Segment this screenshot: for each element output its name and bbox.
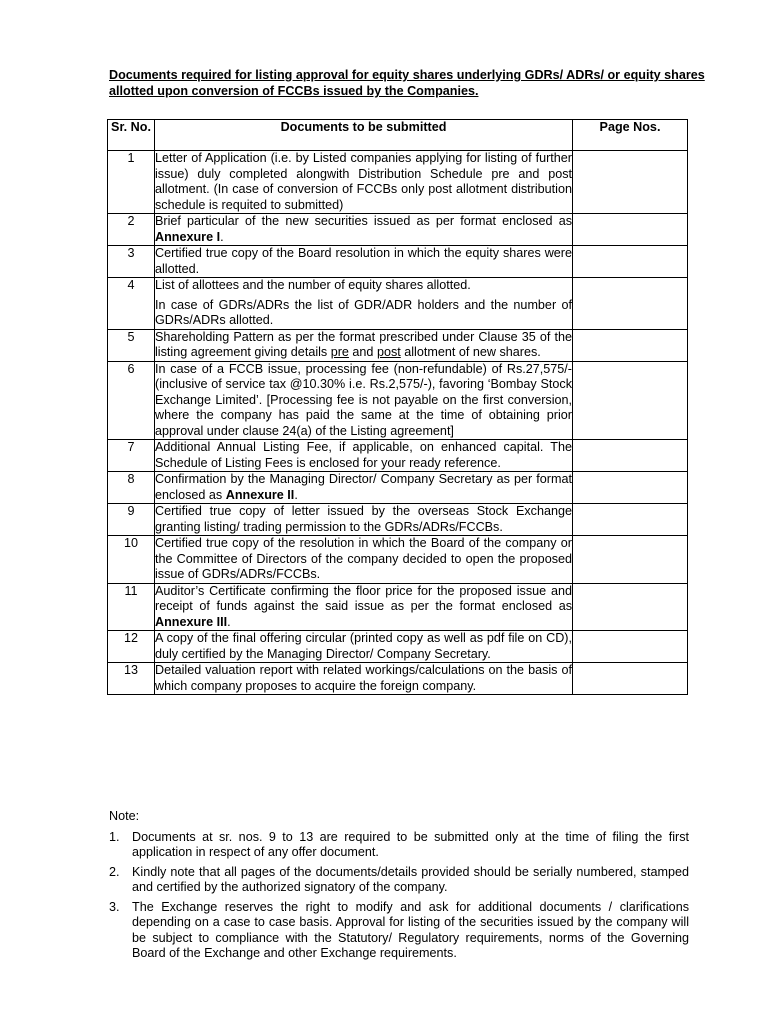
note-item [109,865,689,896]
document-description-cell [155,663,573,695]
document-description-cell [155,329,573,361]
page-no-cell [573,440,688,472]
annexure-reference: Annexure III [155,614,228,629]
table-row [108,214,688,246]
document-description-cell [155,151,573,214]
sr-no-cell: 5 [108,329,155,361]
page-no-cell [573,472,688,504]
table-row [108,536,688,584]
description-text: . [220,229,224,244]
page-no-cell [573,329,688,361]
table-row [108,151,688,214]
note-text: Kindly note that all pages of the documents/details provided should be serially numbered, stamped and certified by the authorized signatory of the company. [132,864,689,894]
document-description-cell [155,504,573,536]
table-body [108,151,688,695]
table-row [108,246,688,278]
description-text: Confirmation by the Managing Director/ Company Secretary as per format enclosed as [155,472,572,502]
header-sr-no: Sr. No. [108,120,155,151]
page-no-cell [573,663,688,695]
notes-section [109,809,689,966]
sr-no-cell: 3 [108,246,155,278]
note-list [109,830,689,962]
table-row [108,663,688,695]
table-header-row [108,120,688,151]
description-text: Brief particular of the new securities issued as per format enclosed as [155,214,572,228]
description-text: List of allottees and the number of equity shares allotted. [155,278,471,292]
page-no-cell [573,536,688,584]
documents-table [107,119,688,695]
document-description-cell [155,631,573,663]
table-row [108,278,688,330]
page-no-cell [573,214,688,246]
page-no-cell [573,504,688,536]
sr-no-cell: 6 [108,361,155,440]
header-page-nos: Page Nos. [573,120,688,151]
note-number: 3. [109,899,120,914]
sr-no-cell: 8 [108,472,155,504]
sr-no-cell: 9 [108,504,155,536]
description-text: Certified true copy of letter issued by the overseas Stock Exchange granting listing/ trading permission to the GDRs/ADRs/FCCBs. [155,504,572,534]
description-text: In case of GDRs/ADRs the list of GDR/ADR holders and the number of GDRs/ADRs allotted. [155,297,572,327]
description-text: Auditor’s Certificate confirming the floor price for the proposed issue and receipt of funds against the said issue as per the format enclosed as [155,583,572,613]
sr-no-cell: 10 [108,536,155,584]
document-description-cell [155,246,573,278]
table-row [108,504,688,536]
document-description-cell [155,278,573,330]
description-text: Shareholding Pattern as per the format prescribed under Clause 35 of the listing agreement giving details [155,329,572,359]
sr-no-cell: 4 [108,278,155,330]
annexure-reference: Annexure II [225,487,295,502]
sr-no-cell: 12 [108,631,155,663]
note-number: 2. [109,864,120,879]
note-text: Documents at sr. nos. 9 to 13 are required to be submitted only at the time of filing the first application in respect of any offer document. [132,829,689,859]
page-no-cell [573,583,688,631]
document-title: Documents required for listing approval for equity shares underlying GDRs/ ADRs/ or equity shares allotted upon conversion of FCCBs issued by the Companies. [109,68,705,98]
page-no-cell [573,631,688,663]
description-text: In case of a FCCB issue, processing fee (non-refundable) of Rs.27,575/- (inclusive of service tax @10.30% i.e. Rs.2,575/-), favoring ‘Bombay Stock Exchange Limited’. [Processing fee is not payable on the first conversion, where the company has paid the same at the time of obtaining prior approval under clause 24(a) of the Listing agreement] [155,361,572,438]
description-text: allotment of new shares. [400,345,541,359]
page-no-cell [573,246,688,278]
table-row [108,631,688,663]
description-text: Certified true copy of the Board resolution in which the equity shares were allotted. [155,246,572,276]
page-no-cell [573,361,688,440]
description-text: pre [330,345,349,359]
document-description-cell [155,361,573,440]
table-row [108,329,688,361]
description-text: and [348,345,377,359]
note-text: The Exchange reserves the right to modify and ask for additional documents / clarifications depending on a case to case basis. Approval for listing of the securities issued by the company will be subject to compliance with the Statutory/ Regulatory requirements, norms of the Governing Board of the Exchange and other Exchange requirements. [132,899,689,960]
note-number: 1. [109,829,120,844]
description-text: . [227,614,231,629]
header-documents: Documents to be submitted [155,120,573,151]
note-heading: Note: [109,809,140,823]
description-text: Additional Annual Listing Fee, if applicable, on enhanced capital. The Schedule of Listing Fees is enclosed for your ready reference. [155,440,572,470]
document-description-cell [155,536,573,584]
description-text: Certified true copy of the resolution in which the Board of the company or the Committee of Directors of the company decided to open the proposed issue of GDRs/ADRs/FCCBs. [155,536,572,581]
document-description-cell [155,440,573,472]
page-no-cell [573,151,688,214]
sr-no-cell: 11 [108,583,155,631]
description-text: . [294,487,298,502]
table-row [108,583,688,631]
description-text: A copy of the final offering circular (printed copy as well as pdf file on CD), duly certified by the Managing Director/ Company Secretary. [155,631,572,661]
page-no-cell [573,278,688,330]
table-row [108,472,688,504]
note-item [109,830,689,861]
sr-no-cell: 13 [108,663,155,695]
description-text: Detailed valuation report with related workings/calculations on the basis of which company proposes to acquire the foreign company. [155,663,572,693]
description-text: Letter of Application (i.e. by Listed companies applying for listing of further issue) duly completed alongwith Distribution Schedule pre and post allotment. (In case of conversion of FCCBs only post allotment distribution schedule is requited to submitted) [155,151,572,212]
document-description-cell [155,583,573,631]
document-description-cell [155,214,573,246]
table-row [108,361,688,440]
note-item [109,900,689,962]
sr-no-cell: 2 [108,214,155,246]
description-text: post [376,345,401,359]
annexure-reference: Annexure I [155,229,221,244]
document-description-cell [155,472,573,504]
table-row [108,440,688,472]
sr-no-cell: 1 [108,151,155,214]
sr-no-cell: 7 [108,440,155,472]
